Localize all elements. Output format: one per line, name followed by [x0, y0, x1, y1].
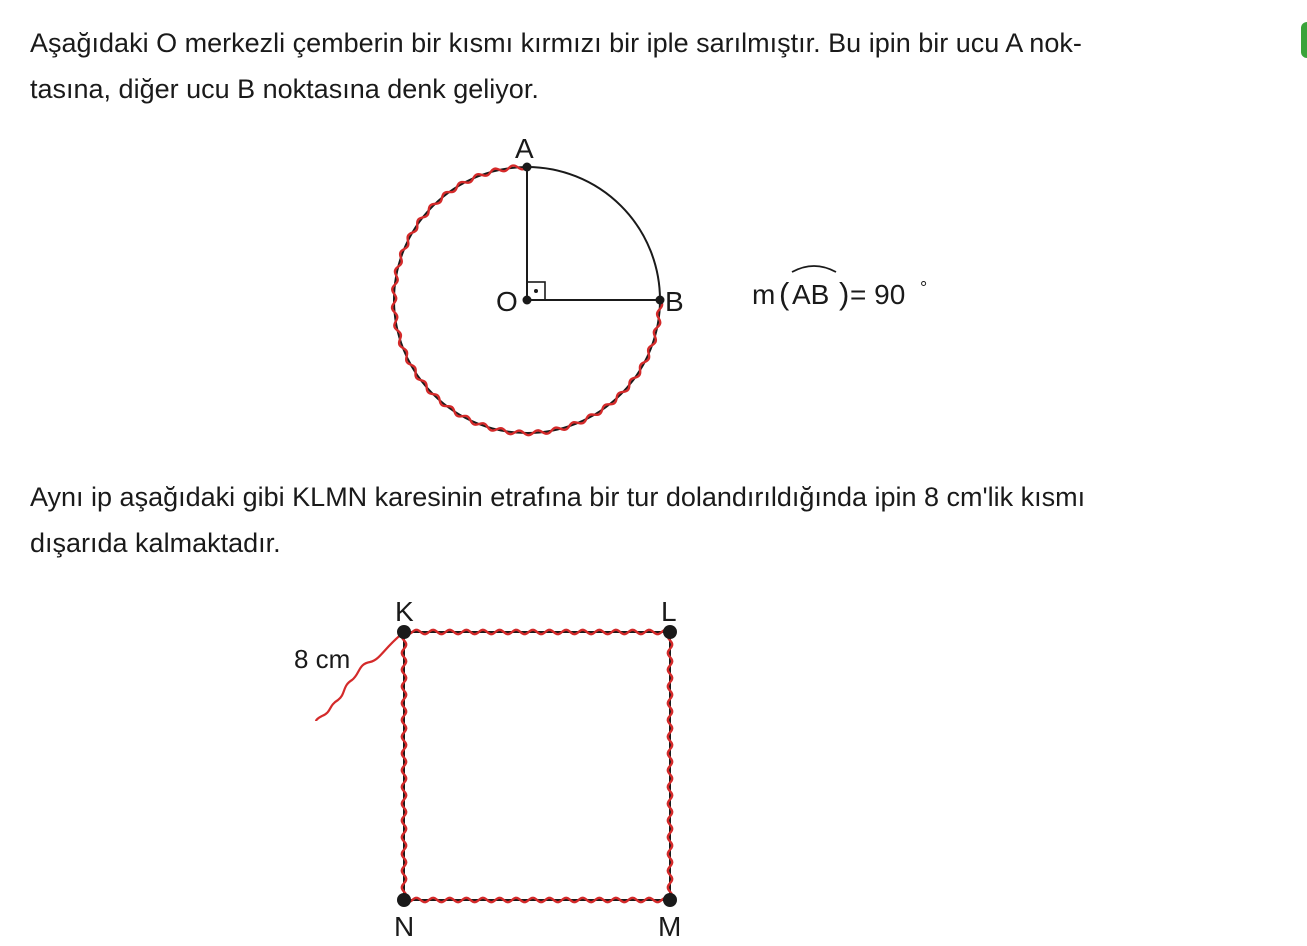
- point-O: [523, 296, 532, 305]
- label-A: A: [515, 133, 534, 164]
- rope-line-2: dışarıda kalmaktadır.: [30, 528, 281, 558]
- square-figure: [294, 596, 681, 942]
- intro-line-1: Aşağıdaki O merkezli çemberin bir kısmı kırmızı bir iple sarılmıştır. Bu ipin bir ucu A nok-: [30, 28, 1082, 58]
- label-O: O: [496, 286, 518, 317]
- rope-around-square: [402, 630, 672, 902]
- circle-figure: [392, 133, 684, 435]
- arc-measure-equation: [752, 266, 927, 311]
- vertex-K: [397, 625, 411, 639]
- intro-line-2: tasına, diğer ucu B noktasına denk geliyor.: [30, 74, 539, 104]
- equation-open-paren: (: [779, 276, 790, 311]
- equation-value: = 90: [850, 279, 906, 310]
- label-K: K: [395, 596, 414, 627]
- equation-m: m: [752, 279, 776, 310]
- vertex-N: [397, 893, 411, 907]
- vertex-L: [663, 625, 677, 639]
- label-M: M: [658, 911, 682, 942]
- arc-symbol: [792, 266, 836, 272]
- label-B: B: [665, 286, 684, 317]
- rope-line-1: Aynı ip aşağıdaki gibi KLMN karesinin etrafına bir tur dolandırıldığında ipin 8 cm'lik kısmı: [30, 482, 1086, 512]
- right-angle-dot: [534, 289, 538, 293]
- excess-length-label: 8 cm: [294, 644, 351, 674]
- label-N: N: [394, 911, 415, 942]
- equation-degree: °: [920, 278, 928, 298]
- equation-arc-name: AB: [792, 279, 830, 310]
- vertex-M: [663, 893, 677, 907]
- label-L: L: [661, 596, 677, 627]
- point-B: [656, 296, 665, 305]
- equation-close-paren: ): [839, 276, 850, 311]
- square-KLMN: [404, 632, 670, 900]
